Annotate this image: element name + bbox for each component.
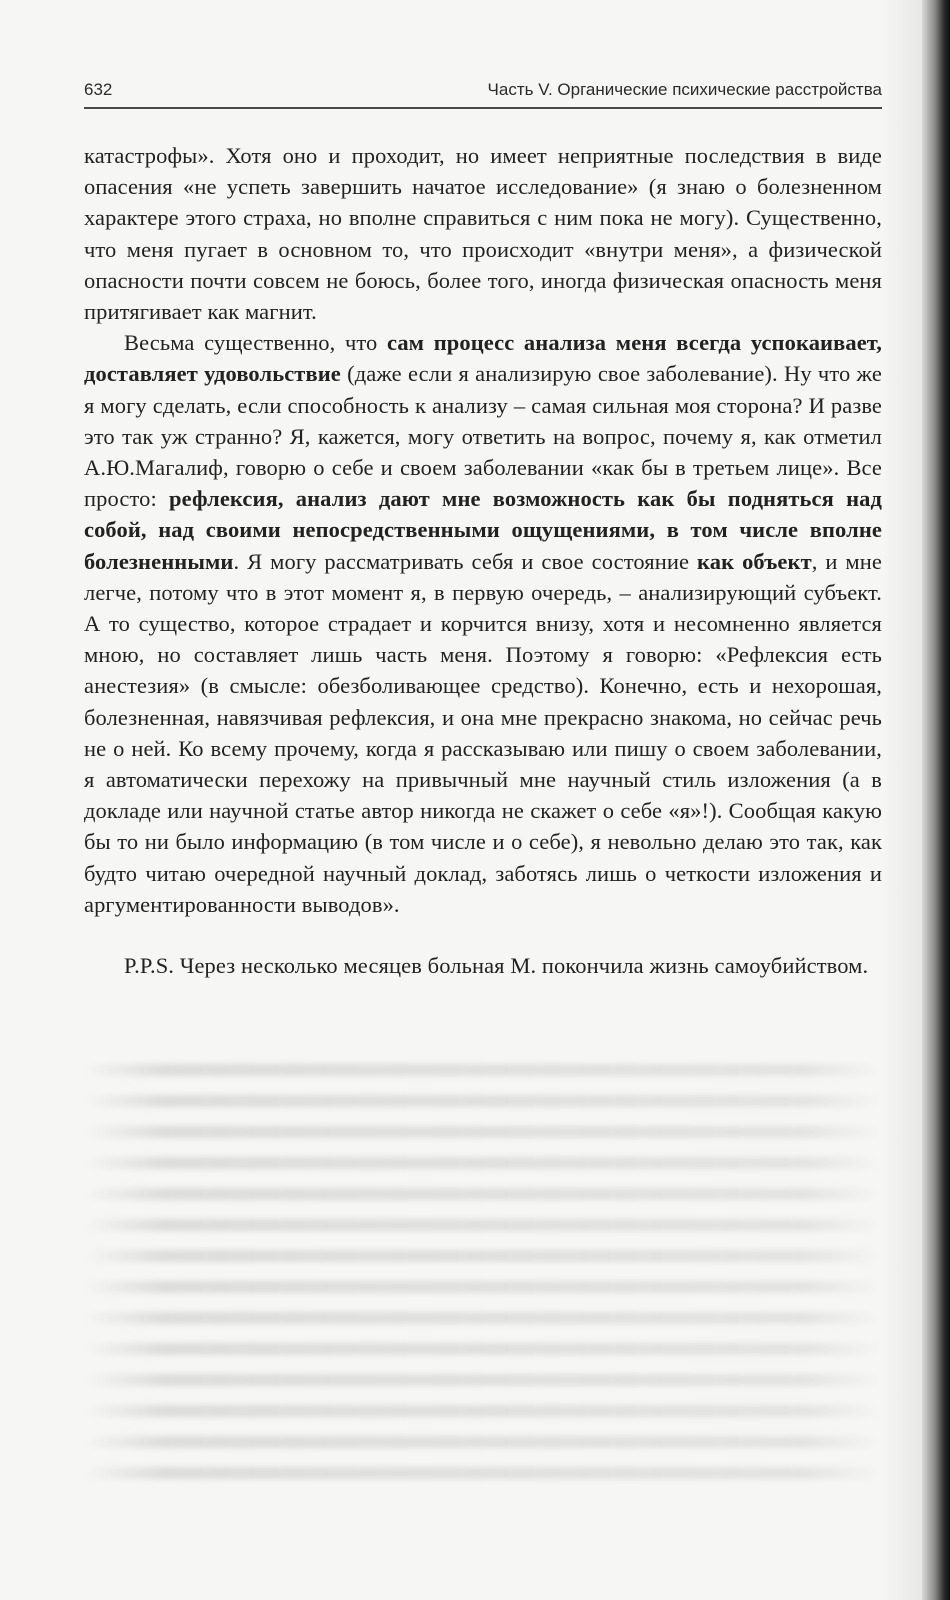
paragraph-analysis-text-1: Весьма существенно, что (124, 330, 387, 356)
blur-line (84, 1281, 882, 1293)
book-spine (922, 0, 950, 1600)
blur-line (84, 1405, 882, 1417)
blur-line (84, 1126, 882, 1138)
blur-line (84, 1467, 882, 1479)
emphasis-as-object: как объект (697, 548, 812, 574)
paragraph-analysis (84, 327, 882, 920)
blur-line (84, 1436, 882, 1448)
blur-line (84, 1374, 882, 1386)
paragraph-analysis-text-3: . Я могу рассматривать себя и свое состояние (233, 548, 698, 574)
paragraph-continuation: катастрофы». Хотя оно и проходит, но имеет неприятные последствия в виде опасения «не успеть завершить начатое исследование» (я знаю о болезненном характере этого страха, но вполне справиться с ним пока не могу). Существенно, что меня пугает в основном то, что происходит «внутри меня», а физической опасности почти совсем не боюсь, более того, иногда физическая опасность меня притягивает как магнит. (84, 143, 882, 325)
emphasis-reflection: рефлексия, анализ дают мне возможность как бы подняться над собой, над своими непосредственными ощущениями, в том числе вполне болезненными (84, 486, 882, 574)
blur-line (84, 1219, 882, 1231)
paragraph-analysis-text-4: , и мне легче, потому что в этот момент я, в первую очередь, – анализирующий субъект. А то существо, которое страдает и корчится внизу, хотя и несомненно является мною, но составляет лишь часть меня. Поэтому я говорю: «Рефлексия есть анестезия» (в смысле: обезболивающее средство). Конечно, есть и нехорошая, болезненная, навязчивая рефлексия, и она мне прекрасно знакома, но сейчас речь не о ней. Ко всему прочему, когда я рассказываю или пишу о своем заболевании, я автоматически перехожу на привычный мне научный стиль изложения (а в докладе или научной статье автор никогда не скажет о себе «я»!). Сообщая какую бы то ни было информацию (в том числе и о себе), я невольно делаю это так, как будто читаю очередной научный доклад, заботясь лишь о четкости изложения и аргументированности выводов». (84, 548, 882, 917)
paragraph-analysis-text-2: (даже если я анализирую свое заболевание). Ну что же я могу сделать, если способность к анализу – самая сильная моя сторона? И разве это так уж странно? Я, кажется, могу ответить на вопрос, почему я, как отметил А.Ю.Магалиф, говорю о себе и своем заболевании «как бы в третьем лице». Все просто: (84, 361, 882, 512)
header-rule (84, 107, 882, 109)
running-title: Часть V. Органические психические расстройства (487, 80, 882, 99)
running-header (84, 78, 882, 108)
body-text (84, 140, 882, 981)
emphasis-analysis-calms: сам процесс анализа меня всегда успокаивает, доставляет удовольствие (84, 330, 882, 387)
paragraph-pps: P.P.S. Через несколько месяцев больная М. покончила жизнь самоубийством. (124, 953, 869, 979)
blur-line (84, 1250, 882, 1262)
blur-line (84, 1157, 882, 1169)
blurred-bleedthrough (84, 1045, 882, 1515)
blur-line (84, 1095, 882, 1107)
page-number: 632 (84, 80, 113, 99)
blur-line (84, 1064, 882, 1076)
blur-line (84, 1343, 882, 1355)
spine-shadow (882, 0, 922, 1600)
blur-line (84, 1312, 882, 1324)
blur-line (84, 1188, 882, 1200)
